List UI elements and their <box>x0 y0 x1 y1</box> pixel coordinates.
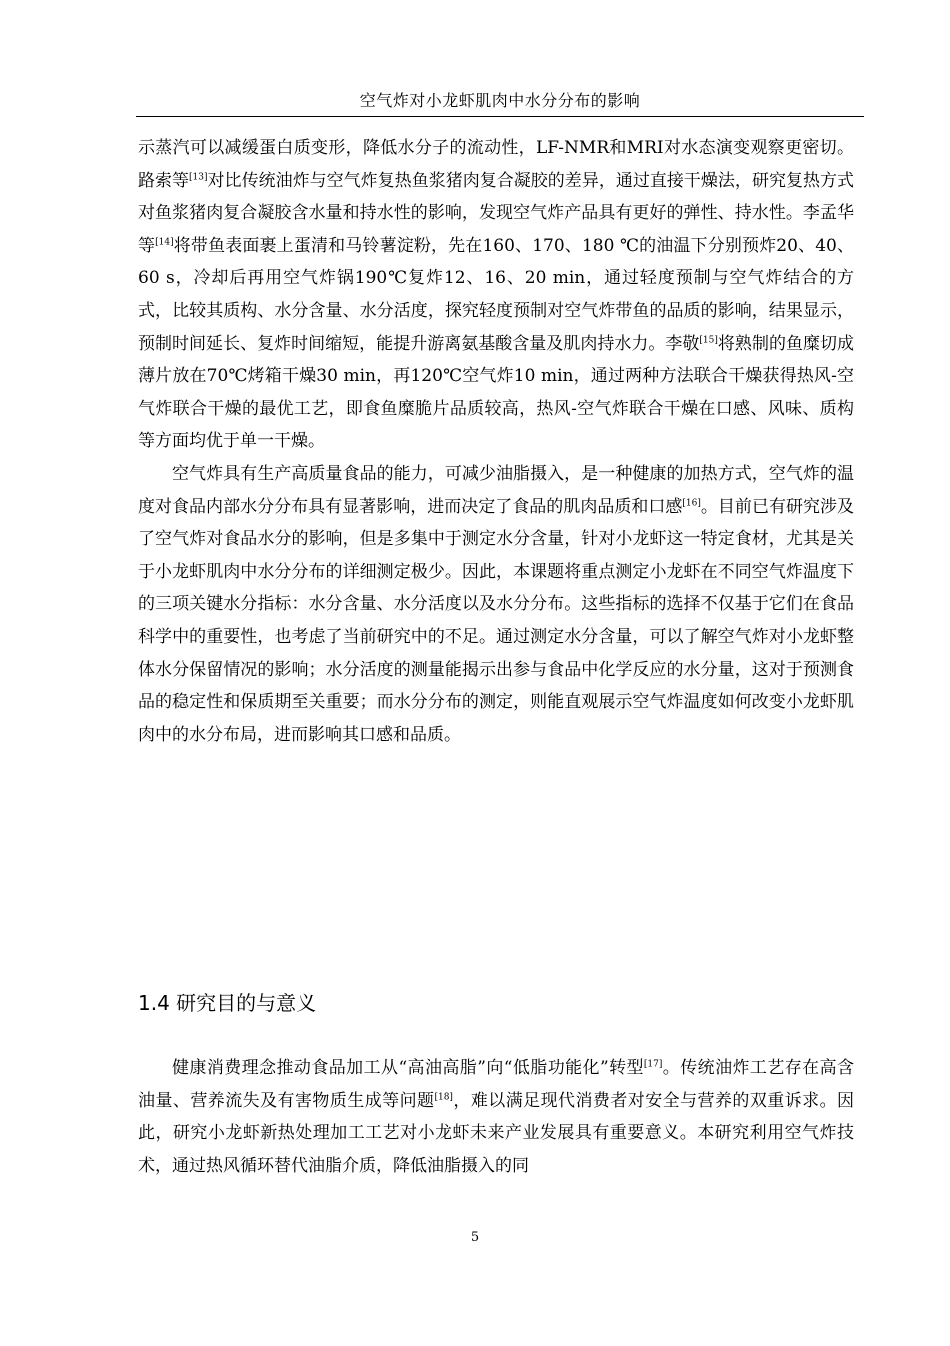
text-run: 。传统油炸工艺存在高含油量、营养流失及有害物质生成等问题 <box>138 1058 854 1111</box>
citation: [16] <box>682 497 701 508</box>
text-run: 。目前已有研究涉及了空气炸对食品水分的影响，但是多集中于测定水分含量，针对小龙虾这一特定食材，尤其是关于小龙虾肌肉中水分分布的详细测定极少。因此，本课题将重点测定小龙虾在不同空气炸温度下的三项关键水分指标：水分含量、水分活度以及水分分布。这些指标的选择不仅基于它们在食品科学中的重要性，也考虑了当前研究中的不足。通过测定水分含量，可以了解空气炸对小龙虾整体水分保留情况的影响；水分活度的测量能揭示出参与食品中化学反应的水分量，这对于预测食品的稳定性和保质期至关重要；而水分分布的测定，则能直观展示空气炸温度如何改变小龙虾肌肉中的水分布局，进而影响其口感和品质。 <box>138 496 855 745</box>
text-run: 将熟制的鱼糜切成薄片放在70℃烤箱干燥30 min，再120℃空气炸10 min，通过两种方法联合干燥获得热风-空气炸联合干燥的最优工艺，即食鱼糜脆片品质较高，热风-空气炸联合干燥在口感、风味、质构等方面均优于单一干燥。 <box>138 333 855 452</box>
body-text-lower <box>138 1052 854 1182</box>
text-run: 空气炸具有生产高质量食品的能力，可减少油脂摄入，是一种健康的加热方式，空气炸的温度对食品内部水分分布具有显著影响，进而决定了食品的肌肉品质和口感 <box>138 463 854 517</box>
citation: [17] <box>643 1059 663 1070</box>
body-text-upper <box>138 132 854 751</box>
text-run: 示蒸汽可以减缓蛋白质变形，降低水分子的流动性，LF-NMR和MRI对水态演变观察更密切。路索等 <box>138 138 854 191</box>
citation: [18] <box>434 1091 453 1102</box>
paragraph-3 <box>138 1052 854 1182</box>
paragraph-2 <box>138 458 854 751</box>
paragraph-1 <box>138 132 854 458</box>
text-run: 对比传统油炸与空气炸复热鱼浆猪肉复合凝胶的差异，通过直接干燥法，研究复热方式对鱼浆猪肉复合凝胶含水量和持水性的影响，发现空气炸产品具有更好的弹性、持水性。李孟华等 <box>138 170 855 256</box>
citation: [14] <box>155 237 174 248</box>
running-header: 空气炸对小龙虾肌肉中水分分布的影响 <box>359 91 641 110</box>
citation: [15] <box>699 334 718 345</box>
text-run: ，难以满足现代消费者对安全与营养的双重诉求。因此，研究小龙虾新热处理加工工艺对小龙虾未来产业发展具有重要意义。本研究利用空气炸技术，通过热风循环替代油脂介质，降低油脂摄入的同 <box>138 1090 855 1176</box>
citation: [13] <box>189 171 208 182</box>
text-run: 健康消费理念推动食品加工从“高油高脂”向“低脂功能化”转型 <box>172 1058 644 1078</box>
text-run: 将带鱼表面裹上蛋清和马铃薯淀粉，先在160、170、180 ℃的油温下分别预炸20、40、60 s，冷却后再用空气炸锅190℃复炸12、16、20 min，通过轻度预制与空气炸结合的方式，比较其质构、水分含量、水分活度，探究轻度预制对空气炸带鱼的品质的影响，结果显示，预制时间延长、复炸时间缩短，能提升游离氨基酸含量及肌肉持水力。李敬 <box>138 235 855 354</box>
section-heading: 1.4 研究目的与意义 <box>138 991 317 1015</box>
header-rule <box>136 116 864 117</box>
page-number: 5 <box>470 1230 480 1245</box>
